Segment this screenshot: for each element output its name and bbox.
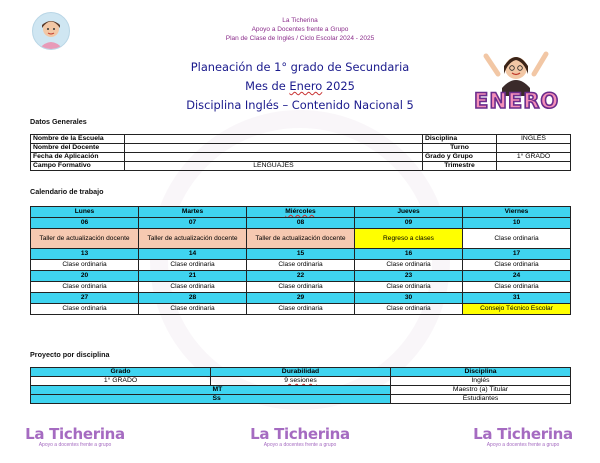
activity-cell: Clase ordinaria	[355, 304, 463, 315]
header-disciplina: Disciplina	[391, 368, 571, 377]
activity-cell: Clase ordinaria	[139, 304, 247, 315]
calendar-activity-row	[31, 304, 571, 315]
calendar-activity-row	[31, 282, 571, 293]
section-calendario: Calendario de trabajo	[30, 187, 104, 196]
activity-cell: Clase ordinaria	[463, 229, 571, 249]
calendar-dates-row	[31, 218, 571, 229]
table-row	[31, 135, 571, 144]
date-cell: 13	[31, 249, 139, 260]
calendar-dates-row	[31, 293, 571, 304]
org-plan-line: Plan de Clase de Inglés / Ciclo Escolar 2024 - 2025	[225, 35, 375, 42]
value-turno	[497, 144, 571, 153]
month-prefix: Mes de	[245, 79, 290, 93]
label-fecha: Fecha de Aplicación	[31, 153, 125, 162]
date-cell: 24	[463, 271, 571, 282]
date-cell: 23	[355, 271, 463, 282]
header-durabilidad: Durabilidad	[211, 368, 391, 377]
calendar-days-row	[31, 207, 571, 218]
activity-cell: Clase ordinaria	[31, 304, 139, 315]
footer-brand-center	[245, 426, 355, 448]
label-escuela: Nombre de la Escuela	[31, 135, 125, 144]
day-header-martes: Martes	[139, 207, 247, 218]
footer-brand-name: La Ticherina	[473, 425, 573, 443]
date-cell: 29	[247, 293, 355, 304]
date-cell: 06	[31, 218, 139, 229]
datos-generales-table	[30, 134, 571, 171]
ss-label-left	[31, 395, 211, 404]
calendar-activity-row	[31, 260, 571, 271]
label-docente: Nombre del Docente	[31, 144, 125, 153]
day-header-viernes: Viernes	[463, 207, 571, 218]
date-cell: 07	[139, 218, 247, 229]
label-disciplina: Disciplina	[423, 135, 497, 144]
month-year: 2025	[322, 79, 355, 93]
activity-cell: Clase ordinaria	[247, 304, 355, 315]
org-name: La Ticherina	[282, 17, 318, 24]
activity-cell: Clase ordinaria	[31, 260, 139, 271]
day-header-miercoles: Miércoles	[247, 207, 355, 218]
label-turno: Turno	[423, 144, 497, 153]
date-cell: 21	[139, 271, 247, 282]
table-row	[31, 368, 571, 377]
mt-value: Maestro (a) Titular	[391, 386, 571, 395]
date-cell: 28	[139, 293, 247, 304]
footer-brand-name: La Ticherina	[250, 425, 350, 443]
label-grado-grupo: Grado y Grupo	[423, 153, 497, 162]
ss-label: Ss	[211, 395, 391, 404]
label-trimestre: Trimestre	[423, 162, 497, 171]
date-cell: 14	[139, 249, 247, 260]
footer-brand-left	[20, 426, 130, 448]
value-durabilidad: 9 sesiones	[211, 377, 391, 386]
ss-value: Estudiantes	[391, 395, 571, 404]
section-datos-generales: Datos Generales	[30, 117, 87, 126]
date-cell: 10	[463, 218, 571, 229]
footer-brand-right	[468, 426, 578, 448]
page-month-line	[150, 79, 450, 94]
table-row	[31, 377, 571, 386]
value-grado-grupo: 1° GRADO	[497, 153, 571, 162]
value-disciplina: INGLÉS	[497, 135, 571, 144]
calendar-table	[30, 206, 571, 315]
value-trimestre	[497, 162, 571, 171]
page-title: Planeación de 1° grado de Secundaria	[190, 60, 410, 74]
date-cell: 15	[247, 249, 355, 260]
day-header-lunes: Lunes	[31, 207, 139, 218]
date-cell: 08	[247, 218, 355, 229]
label-campo-formativo: Campo Formativo	[31, 162, 125, 171]
org-subtitle: Apoyo a Docentes frente a Grupo	[251, 26, 349, 33]
value-escuela	[125, 135, 423, 144]
activity-cell: Clase ordinaria	[463, 282, 571, 293]
date-cell: 22	[247, 271, 355, 282]
date-cell: 30	[355, 293, 463, 304]
activity-cell: Regreso a clases	[355, 229, 463, 249]
table-row	[31, 162, 571, 171]
mt-label-left	[31, 386, 211, 395]
date-cell: 09	[355, 218, 463, 229]
calendar-dates-row	[31, 271, 571, 282]
calendar-dates-row	[31, 249, 571, 260]
footer-brand-name: La Ticherina	[25, 425, 125, 443]
header-grado: Grado	[31, 368, 211, 377]
avatar-enero-graphic	[472, 44, 560, 120]
footer-brand-tagline: Apoyo a docentes frente a grupo	[38, 442, 112, 448]
month-name: Enero	[289, 79, 323, 93]
table-row	[31, 144, 571, 153]
ticherina-logo	[32, 12, 70, 50]
activity-cell: Consejo Técnico Escolar	[463, 304, 571, 315]
activity-cell: Taller de actualización docente	[247, 229, 355, 249]
date-cell: 27	[31, 293, 139, 304]
mt-label: MT	[211, 386, 391, 395]
value-grado: 1° GRADO	[31, 377, 211, 386]
table-row	[31, 386, 571, 395]
activity-cell: Clase ordinaria	[355, 282, 463, 293]
value-campo-formativo: LENGUAJES	[125, 162, 423, 171]
date-cell: 17	[463, 249, 571, 260]
page-discipline-line: Disciplina Inglés – Contenido Nacional 5	[186, 98, 414, 112]
proyecto-table	[30, 367, 571, 404]
calendar-activity-row	[31, 229, 571, 249]
date-cell: 31	[463, 293, 571, 304]
date-cell: 20	[31, 271, 139, 282]
activity-cell: Clase ordinaria	[355, 260, 463, 271]
section-proyecto: Proyecto por disciplina	[30, 350, 110, 359]
enero-badge: ENERO	[474, 89, 560, 113]
activity-cell: Clase ordinaria	[139, 260, 247, 271]
day-header-jueves: Jueves	[355, 207, 463, 218]
activity-cell: Taller de actualización docente	[31, 229, 139, 249]
footer-brand-tagline: Apoyo a docentes frente a grupo	[486, 442, 560, 448]
table-row	[31, 395, 571, 404]
footer-brand-tagline: Apoyo a docentes frente a grupo	[263, 442, 337, 448]
activity-cell: Clase ordinaria	[31, 282, 139, 293]
activity-cell: Clase ordinaria	[247, 260, 355, 271]
activity-cell: Clase ordinaria	[247, 282, 355, 293]
value-docente	[125, 144, 423, 153]
value-disciplina: Inglés	[391, 377, 571, 386]
activity-cell: Clase ordinaria	[139, 282, 247, 293]
activity-cell: Taller de actualización docente	[139, 229, 247, 249]
activity-cell: Clase ordinaria	[463, 260, 571, 271]
value-fecha	[125, 153, 423, 162]
table-row	[31, 153, 571, 162]
date-cell: 16	[355, 249, 463, 260]
